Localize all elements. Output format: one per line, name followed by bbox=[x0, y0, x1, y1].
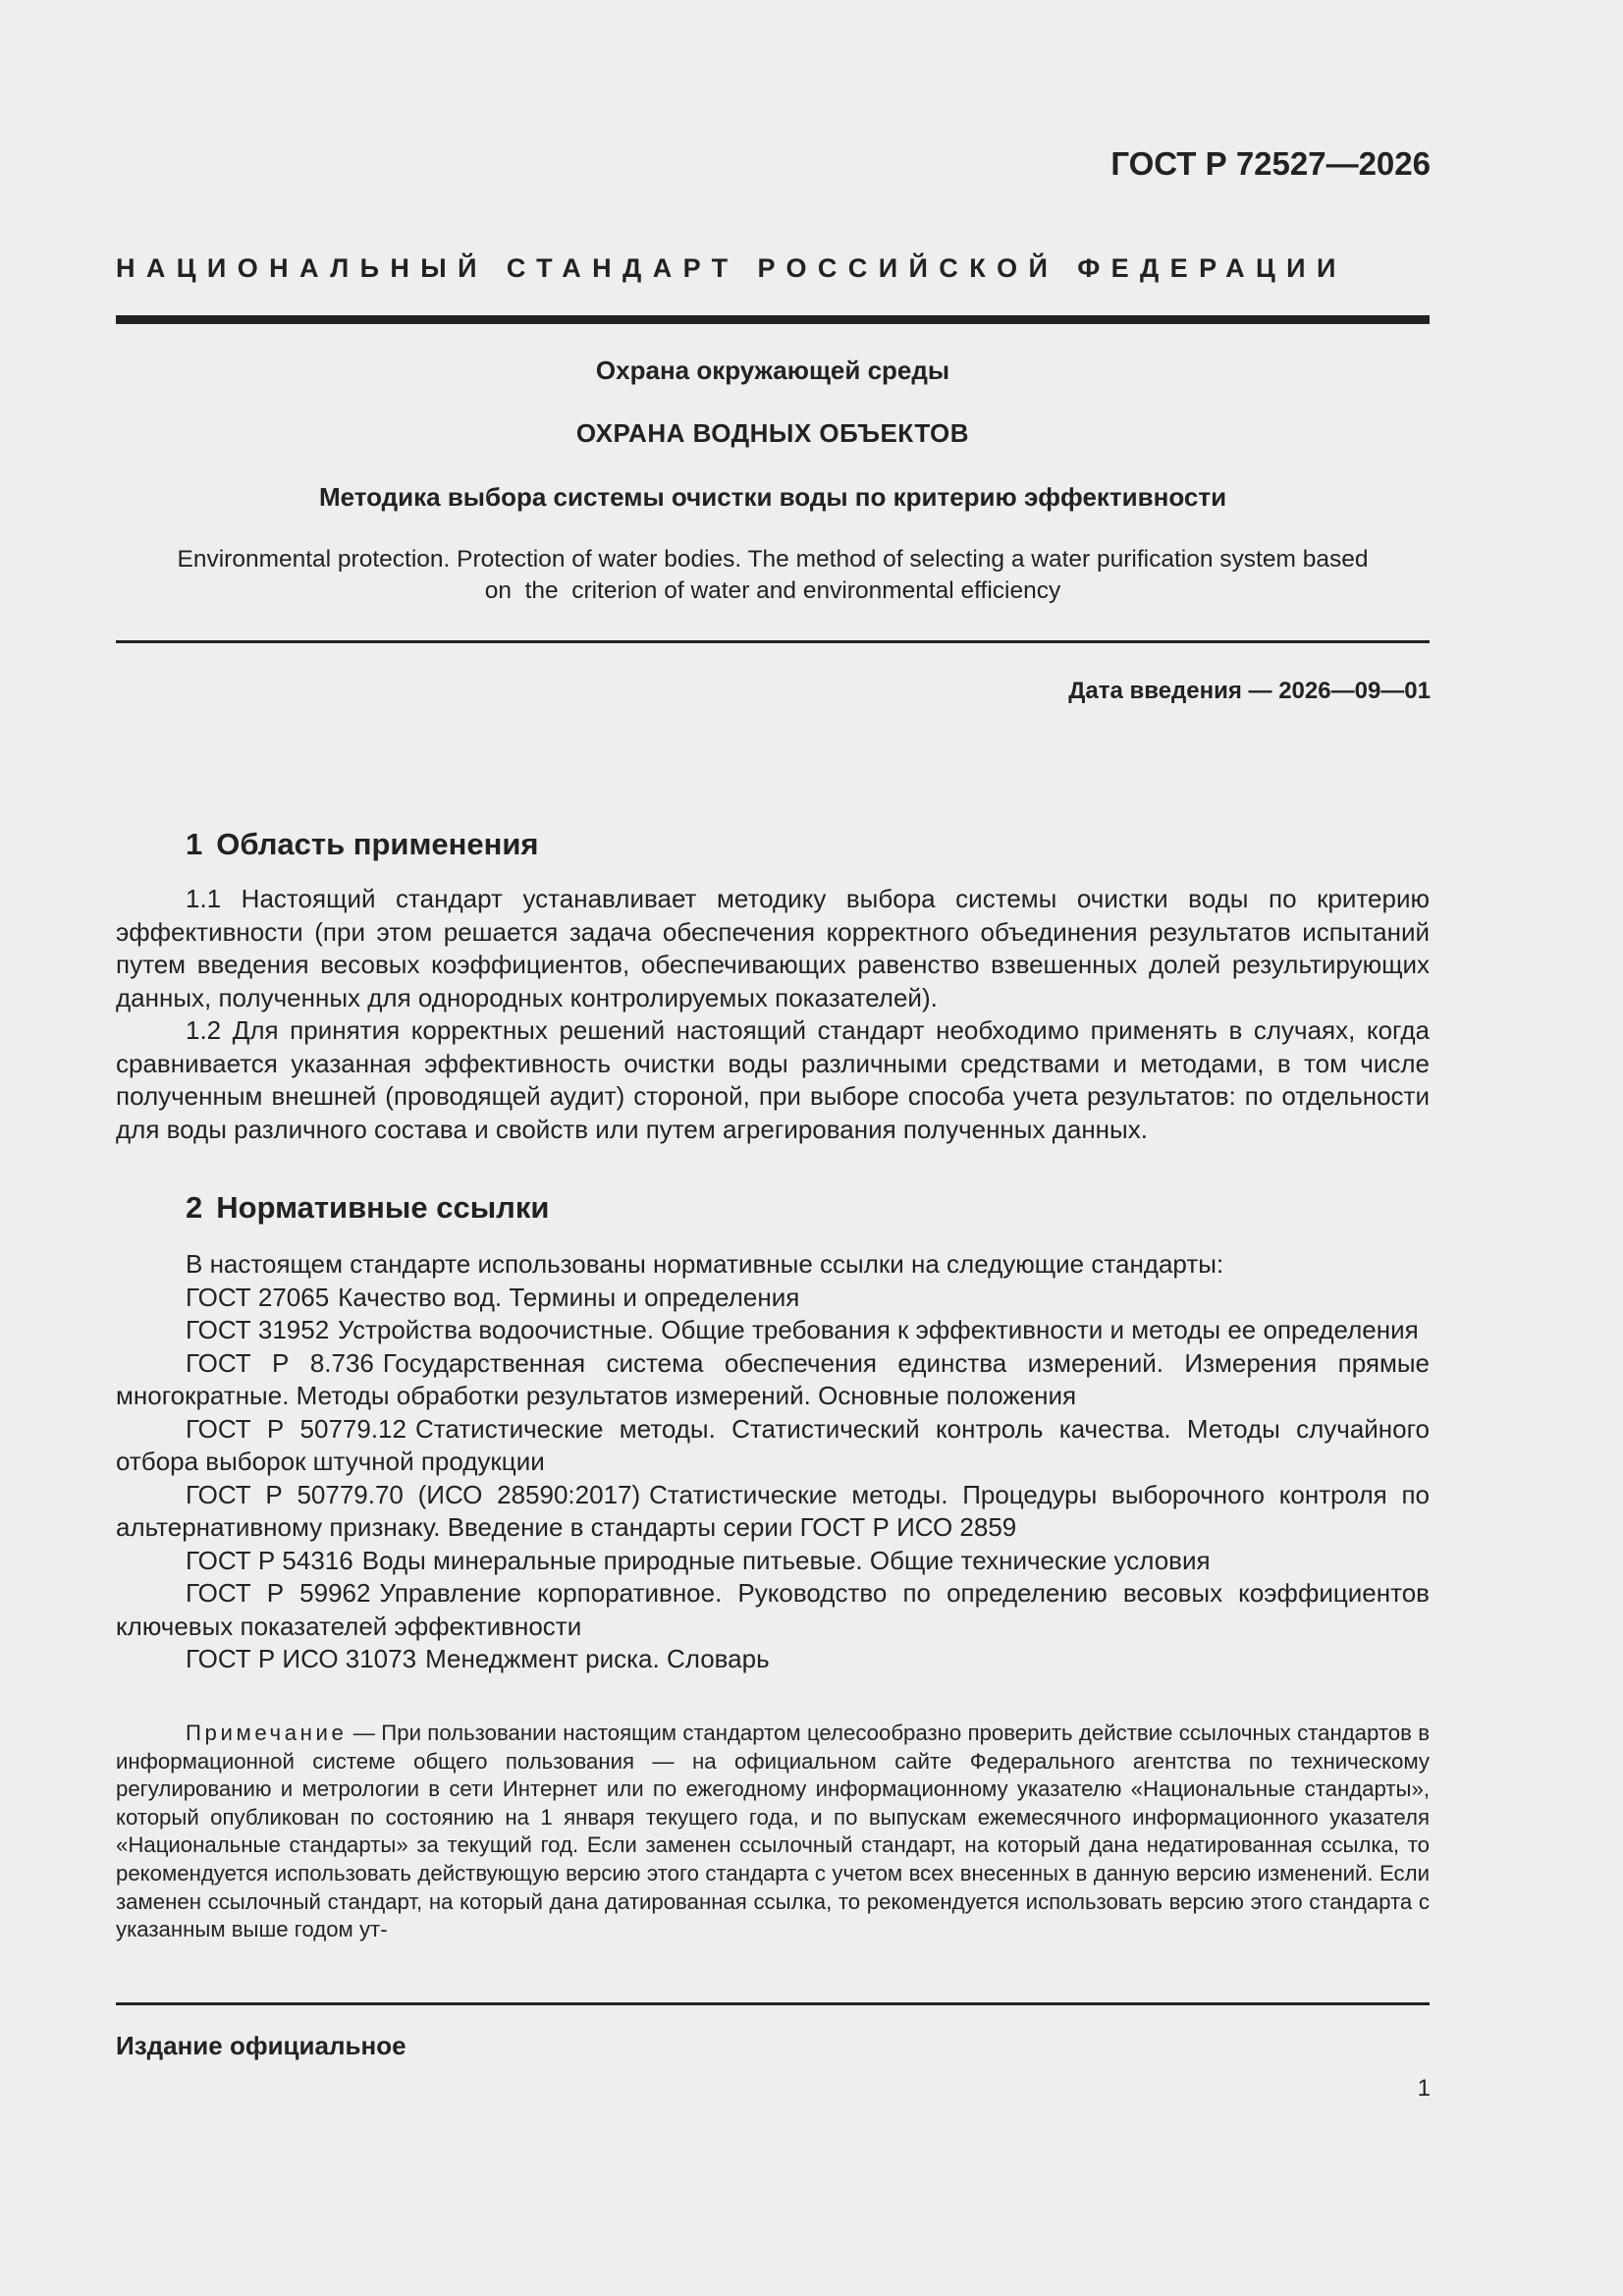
reference-code: ГОСТ Р 54316 bbox=[186, 1545, 353, 1575]
official-edition-label: Издание официальное bbox=[116, 2031, 406, 2060]
reference-title: Управление корпоративное. Руководство по определению весовых коэффициентов ключевых показателей эффективности bbox=[116, 1578, 1430, 1641]
footer-rule bbox=[116, 2002, 1430, 2005]
reference-item bbox=[116, 1314, 1430, 1347]
note-label: Примечание bbox=[186, 1721, 348, 1745]
reference-item bbox=[116, 1282, 1430, 1315]
header-rule bbox=[116, 315, 1430, 324]
section-1-heading bbox=[186, 827, 539, 862]
reference-item bbox=[116, 1577, 1430, 1643]
reference-code: ГОСТ 31952 bbox=[186, 1315, 330, 1344]
page-number: 1 bbox=[1417, 2075, 1431, 2102]
reference-code: ГОСТ Р 59962 bbox=[186, 1578, 371, 1608]
reference-title: Менеджмент риска. Словарь bbox=[425, 1644, 770, 1673]
reference-item bbox=[116, 1413, 1430, 1479]
title-line-2: ОХРАНА ВОДНЫХ ОБЪЕКТОВ bbox=[575, 418, 970, 448]
reference-item bbox=[116, 1643, 1430, 1676]
reference-title: Качество вод. Термины и определения bbox=[338, 1282, 800, 1312]
gost-number: ГОСТ Р 72527—2026 bbox=[1110, 145, 1431, 182]
english-title bbox=[116, 544, 1430, 607]
section-1-number: 1 bbox=[186, 827, 203, 861]
english-title-line-1: Environmental protection. Protection of water bodies. The method of selecting a water purification system based bbox=[177, 546, 1369, 573]
reference-title: Государственная система обеспечения единства измерений. Измерения прямые многократные. Методы обработки результатов измерений. Основные положения bbox=[116, 1347, 1430, 1410]
section-2-title: Нормативные ссылки bbox=[216, 1190, 550, 1225]
english-title-line-2: on the criterion of water and environmental efficiency bbox=[484, 577, 1061, 604]
reference-title: Устройства водоочистные. Общие требования к эффективности и методы ее определения bbox=[338, 1315, 1419, 1344]
introduction-date: Дата введения — 2026—09—01 bbox=[1068, 678, 1431, 704]
title-line-3: Методика выбора системы очистки воды по критерию эффективности bbox=[318, 482, 1227, 512]
reference-item bbox=[116, 1347, 1430, 1413]
section-2-number: 2 bbox=[186, 1190, 203, 1225]
national-standard-heading: НАЦИОНАЛЬНЫЙ СТАНДАРТ РОССИЙСКОЙ ФЕДЕРАЦИИ bbox=[116, 253, 1347, 283]
note-block bbox=[116, 1720, 1430, 1944]
paragraph-1-2: 1.2 Для принятия корректных решений настоящий стандарт необходимо применять в случаях, когда сравнивается указанная эффективность очистки воды различными средствами и методами, в том числе полученным внешней (проводящей аудит) стороной, при выборе способа учета результатов: по отдельности для воды различного состава и свойств или путем агрегирования полученных данных. bbox=[116, 1015, 1430, 1144]
reference-code: ГОСТ Р 8.736 bbox=[186, 1347, 374, 1378]
reference-title: Воды минеральные природные питьевые. Общие технические условия bbox=[361, 1545, 1211, 1575]
note-text: — При пользовании настоящим стандартом целесообразно проверить действие ссылочных стандартов в информационной системе общего пользования — на официальном сайте Федерального агентства по техническому регулированию и метрологии в сети Интернет или по ежегодному информационному указателю «Национальные стандарты», который опубликован по состоянию на 1 января текущего года, и по выпускам ежемесячного информационного указателя «Национальные стандарты» за текущий год. Если заменен ссылочный стандарт, на который дана недатированная ссылка, то рекомендуется использовать действующую версию этого стандарта с учетом всех внесенных в данную версию изменений. Если заменен ссылочный стандарт, на который дана датированная ссылка, то рекомендуется использовать версию этого стандарта с указанным выше годом ут- bbox=[116, 1721, 1430, 1942]
reference-code: ГОСТ Р ИСО 31073 bbox=[186, 1644, 417, 1673]
references-intro: В настоящем стандарте использованы нормативные ссылки на следующие стандарты: bbox=[186, 1249, 1224, 1279]
reference-item bbox=[116, 1479, 1430, 1545]
section-2-body bbox=[116, 1248, 1430, 1676]
reference-title: Статистические методы. Статистический контроль качества. Методы случайного отбора выборок штучной продукции bbox=[116, 1413, 1430, 1476]
title-line-1: Охрана окружающей среды bbox=[595, 355, 950, 385]
section-2-heading bbox=[186, 1190, 549, 1226]
reference-title: Статистические методы. Процедуры выборочного контроля по альтернативному признаку. Введение в стандарты серии ГОСТ Р ИСО 2859 bbox=[116, 1479, 1430, 1542]
section-1-body bbox=[116, 883, 1430, 1146]
reference-code: ГОСТ Р 50779.70 (ИСО 28590:2017) bbox=[186, 1479, 641, 1509]
reference-code: ГОСТ 27065 bbox=[186, 1282, 330, 1312]
section-1-title: Область применения bbox=[216, 827, 539, 861]
reference-item bbox=[116, 1545, 1430, 1578]
paragraph-1-1: 1.1 Настоящий стандарт устанавливает методику выбора системы очистки воды по критерию эффективности (при этом решается задача обеспечения корректного объединения результатов испытаний путем введения весовых коэффициентов, обеспечивающих равенство взвешенных долей результирующих данных, полученных для однородных контролируемых показателей). bbox=[116, 884, 1430, 1012]
reference-code: ГОСТ Р 50779.12 bbox=[186, 1413, 406, 1444]
title-rule bbox=[116, 640, 1430, 643]
